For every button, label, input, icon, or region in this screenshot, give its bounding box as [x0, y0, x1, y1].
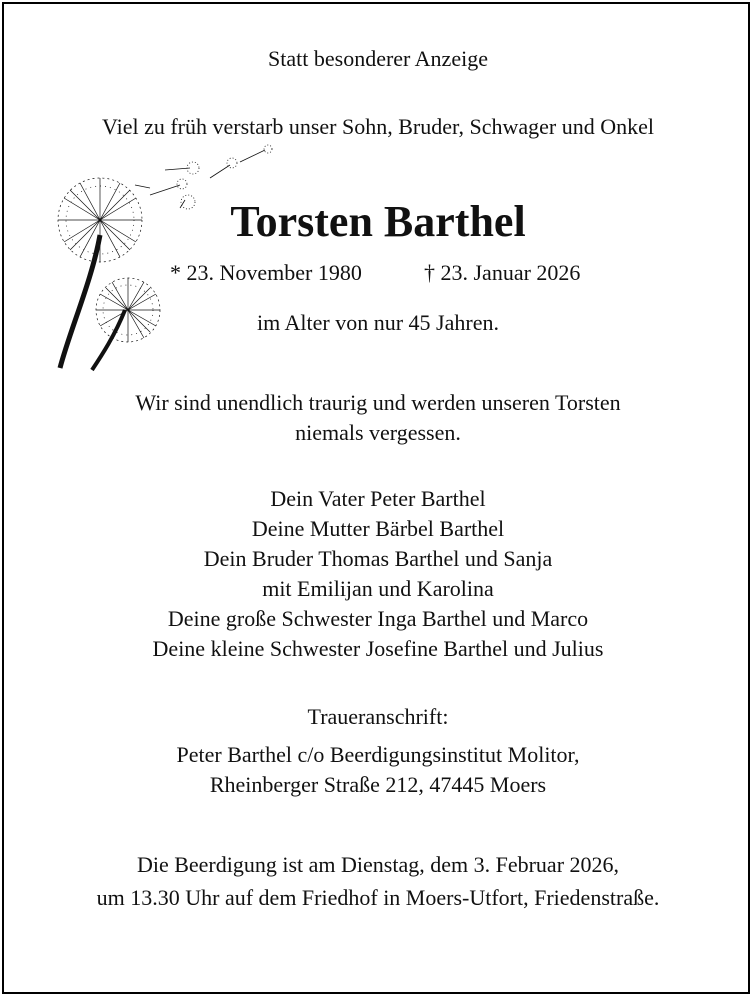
- death-date: † 23. Januar 2026: [424, 260, 581, 285]
- address-line: Peter Barthel c/o Beerdigungsinstitut Molitor,: [176, 742, 580, 767]
- family-line: Dein Bruder Thomas Barthel und Sanja: [203, 546, 553, 571]
- intro-text: Viel zu früh verstarb unser Sohn, Bruder, Schwager und Onkel: [102, 114, 654, 139]
- address-label: Traueranschrift:: [307, 704, 449, 729]
- funeral-line: um 13.30 Uhr auf dem Friedhof in Moers-Utfort, Friedenstraße.: [96, 885, 660, 910]
- message-line: niemals vergessen.: [295, 420, 461, 445]
- age-text: im Alter von nur 45 Jahren.: [257, 310, 499, 335]
- birth-date: * 23. November 1980: [170, 260, 362, 285]
- family-line: Deine kleine Schwester Josefine Barthel und Julius: [152, 636, 604, 661]
- funeral-line: Die Beerdigung ist am Dienstag, dem 3. Februar 2026,: [136, 852, 620, 877]
- notice-header: Statt besonderer Anzeige: [268, 46, 488, 71]
- deceased-name: Torsten Barthel: [230, 197, 526, 246]
- family-line: Deine große Schwester Inga Barthel und Marco: [167, 606, 589, 631]
- family-line: Deine Mutter Bärbel Barthel: [251, 516, 505, 541]
- address-line: Rheinberger Straße 212, 47445 Moers: [209, 772, 547, 797]
- family-line: Dein Vater Peter Barthel: [270, 486, 486, 511]
- family-line: mit Emilijan und Karolina: [262, 576, 494, 601]
- message-line: Wir sind unendlich traurig und werden unseren Torsten: [135, 390, 621, 415]
